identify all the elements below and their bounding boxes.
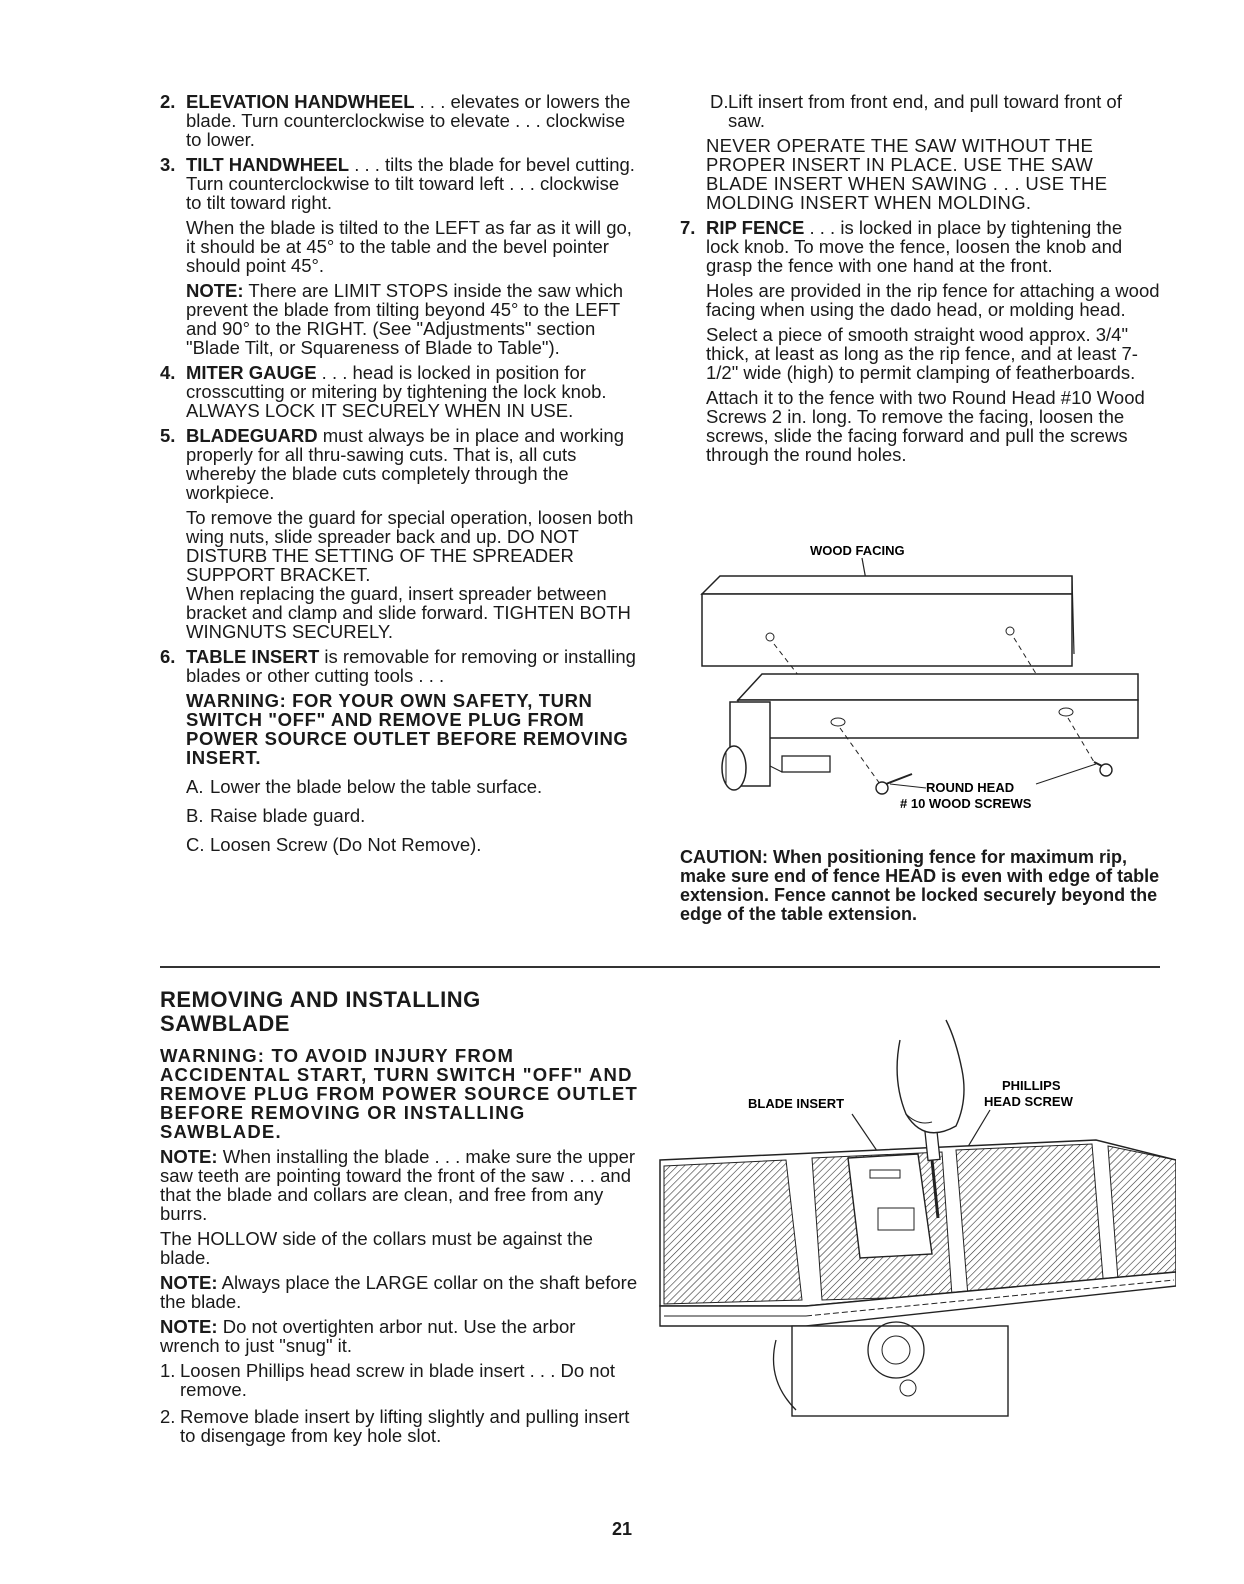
wood-facing-label: WOOD FACING — [810, 543, 905, 558]
right-column-top — [680, 92, 1160, 470]
rip-fence-wood-facing-diagram — [690, 536, 1160, 816]
item-number: 3. — [160, 154, 176, 175]
replace-guard-paragraph: When replacing the guard, insert spreader between bracket and clamp and slide forward. TIGHTEN BOTH WINGNUTS SECURELY. — [186, 583, 631, 642]
left-column-top — [160, 92, 638, 864]
step-a — [160, 777, 638, 796]
step-text: Lift insert from front end, and pull toward front of saw. — [728, 91, 1122, 131]
step-number: 2. — [160, 1406, 176, 1427]
wood-screws-label: # 10 WOOD SCREWS — [900, 796, 1032, 811]
step-c — [160, 835, 638, 854]
item-number: 5. — [160, 425, 176, 446]
hand-icon — [897, 1020, 964, 1133]
hollow-side-paragraph: The HOLLOW side of the collars must be against the blade. — [160, 1228, 593, 1268]
step-text: Raise blade guard. — [210, 805, 366, 826]
note-text: When installing the blade . . . make sure the upper saw teeth are pointing toward the front of the saw . . . and that the blade and collars are clean, and free from any burrs. — [160, 1146, 636, 1224]
round-head-screw-icon — [1094, 762, 1112, 776]
leader-line — [890, 784, 926, 788]
item-title: BLADEGUARD — [186, 425, 318, 446]
step-letter: D. — [710, 91, 729, 112]
caution-note — [680, 848, 1160, 930]
select-wood-paragraph: Select a piece of smooth straight wood approx. 3/4" thick, at least as long as the rip fence, and at least 7-1/2" wide (high) to permit clamping of featherboards. — [706, 324, 1138, 383]
note-arbor-nut — [160, 1317, 638, 1355]
note-text: There are LIMIT STOPS inside the saw which prevent the blade from tilting beyond 45° to the LEFT and 90° to the RIGHT. (See "Adjustments" section "Blade Tilt, or Squareness of Blade to Table"). — [186, 280, 623, 358]
tilt-paragraph: When the blade is tilted to the LEFT as far as it will go, it should be at 45° to the table and the bevel pointer should point 45°. — [186, 217, 632, 276]
item-title: TABLE INSERT — [186, 646, 320, 667]
item-title: TILT HANDWHEEL — [186, 154, 350, 175]
item-bladeguard — [160, 426, 638, 502]
rip-fence-body — [730, 674, 1138, 786]
item-text: . . . head is locked in position for crosscutting or mitering by tightening the lock knob. ALWAYS LOCK IT SECURELY WHEN IN USE. — [186, 362, 607, 421]
note-large-collar — [160, 1273, 638, 1311]
round-head-label: ROUND HEAD — [926, 780, 1015, 795]
item-text: . . . tilts the blade for bevel cutting. Turn counterclockwise to tilt toward left . . . clockwise to tilt toward right. — [186, 154, 635, 213]
leader-line — [1036, 764, 1096, 784]
sawblade-warning: WARNING: TO AVOID INJURY FROM ACCIDENTAL START, TURN SWITCH "OFF" AND REMOVE PLUG FROM POWER SOURCE OUTLET BEFORE REMOVING OR INSTALLING SAWBLADE. — [160, 1045, 638, 1142]
blade-insert-diagram — [656, 1010, 1176, 1430]
lock-knob-icon — [722, 746, 746, 790]
item-elevation-handwheel — [160, 92, 638, 149]
step-letter: B. — [186, 805, 204, 826]
note-blade-direction — [160, 1147, 638, 1223]
step-text: Loosen Phillips head screw in blade insert . . . Do not remove. — [180, 1360, 615, 1400]
blade-insert-plate — [848, 1154, 932, 1258]
step-letter: C. — [186, 834, 205, 855]
page-number: 21 — [611, 1519, 633, 1539]
head-screw-label: HEAD SCREW — [984, 1094, 1073, 1109]
item-text: . . . elevates or lowers the blade. Turn counterclockwise to elevate . . . clockwise to lower. — [186, 91, 631, 150]
sawblade-section — [160, 988, 638, 1453]
wood-facing-board — [702, 576, 1074, 666]
note-label: NOTE: — [160, 1316, 218, 1337]
item-text: is removable for removing or installing blades or other cutting tools . . . — [186, 646, 636, 686]
item-title: MITER GAUGE — [186, 362, 317, 383]
item-rip-fence — [680, 218, 1160, 275]
step-1 — [160, 1361, 638, 1399]
item-table-insert — [160, 647, 638, 685]
item-number: 7. — [680, 217, 696, 238]
item-title: ELEVATION HANDWHEEL — [186, 91, 415, 112]
note-label: NOTE: — [186, 280, 244, 301]
item-tilt-handwheel — [160, 155, 638, 212]
step-2 — [160, 1407, 638, 1445]
remove-guard-paragraph: To remove the guard for special operation, loosen both wing nuts, slide spreader back and up. DO NOT DISTURB THE SETTING OF THE SPREADER SUPPORT BRACKET. — [186, 507, 634, 585]
step-b — [160, 806, 638, 825]
insert-warning: WARNING: FOR YOUR OWN SAFETY, TURN SWITCH "OFF" AND REMOVE PLUG FROM POWER SOURCE OUTLET BEFORE REMOVING INSERT. — [186, 690, 629, 768]
step-text: Lower the blade below the table surface. — [210, 776, 543, 797]
step-text: Remove blade insert by lifting slightly and pulling insert to disengage from key hole slot. — [180, 1406, 630, 1446]
item-number: 4. — [160, 362, 176, 383]
item-number: 2. — [160, 91, 176, 112]
caution-text: CAUTION: When positioning fence for maximum rip, make sure end of fence HEAD is even with edge of table extension. Fence cannot be locked securely beyond the edge of the table extension. — [680, 847, 1160, 924]
item-number: 6. — [160, 646, 176, 667]
step-text: Loosen Screw (Do Not Remove). — [210, 834, 482, 855]
item-text: . . . is locked in place by tightening the lock knob. To move the fence, loosen the knob and grasp the fence with one hand at the front. — [706, 217, 1123, 276]
note-label: NOTE: — [160, 1272, 218, 1293]
note-text: Always place the LARGE collar on the shaft before the blade. — [160, 1272, 638, 1312]
phillips-label: PHILLIPS — [1002, 1078, 1061, 1093]
step-letter: A. — [186, 776, 204, 797]
never-operate-warning: NEVER OPERATE THE SAW WITHOUT THE PROPER INSERT IN PLACE. USE THE SAW BLADE INSERT WHEN SAWING . . . USE THE MOLDING INSERT WHEN MOLDING. — [706, 135, 1108, 213]
holes-paragraph: Holes are provided in the rip fence for attaching a wood facing when using the dado head, or molding head. — [706, 280, 1160, 320]
section-divider — [160, 966, 1160, 968]
step-number: 1. — [160, 1360, 176, 1381]
note-label: NOTE: — [160, 1146, 218, 1167]
section-heading: REMOVING AND INSTALLING SAWBLADE — [160, 987, 481, 1036]
note-text: Do not overtighten arbor nut. Use the arbor wrench to just "snug" it. — [160, 1316, 576, 1356]
item-miter-gauge — [160, 363, 638, 420]
item-title: RIP FENCE — [706, 217, 805, 238]
attach-facing-paragraph: Attach it to the fence with two Round Head #10 Wood Screws 2 in. long. To remove the facing, loosen the screws, slide the facing forward and pull the screws through the round holes. — [706, 387, 1145, 465]
limit-stops-note — [160, 281, 638, 357]
item-text: must always be in place and working properly for all thru-sawing cuts. That is, all cuts whereby the blade cuts completely through the workpiece. — [186, 425, 624, 503]
blade-insert-label: BLADE INSERT — [748, 1096, 845, 1111]
saw-base-cabinet — [774, 1322, 1009, 1416]
step-d — [680, 92, 1160, 130]
